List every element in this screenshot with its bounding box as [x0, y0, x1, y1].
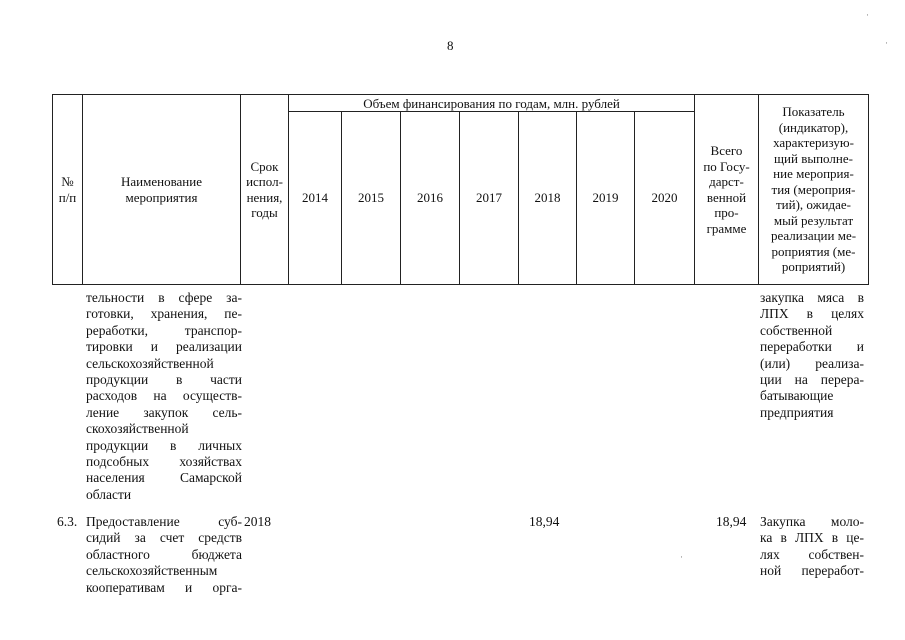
scan-speck: · — [680, 552, 683, 562]
row2-term: 2018 — [244, 514, 271, 529]
header-term: Срок испол- нения, годы — [241, 95, 289, 285]
row2-name-text: Предоставление суб- сидий за счет средств областного бюджета сельскохозяйственным кооперативам и орга- — [86, 514, 242, 595]
header-indicator: Показатель (индикатор), характеризую- щий выполне- ние мероприя- тия (мероприя- тий), ожидае- мый результат реализации ме- роприятия (ме- роприятий) — [759, 95, 869, 285]
header-year-2018: 2018 — [519, 112, 577, 285]
header-name: Наименование мероприятия — [83, 95, 241, 285]
row2-total: 18,94 — [716, 514, 747, 529]
header-year-2016: 2016 — [401, 112, 460, 285]
row1-name-text: тельности в сфере за- готовки, хранения, пе- реработки, транспор- тировки и реализации сельскохозяйственной продукции в части расходов на осуществ- ление закупок сель- скохозяйственной продукции в личных подсобных хозяйствах населения Самарской области — [86, 290, 242, 502]
header-year-2015: 2015 — [342, 112, 401, 285]
row2-indicator-text: Закупка моло- ка в ЛПХ в це- лях собствен- ной переработ- — [760, 514, 864, 579]
header-year-2020: 2020 — [635, 112, 695, 285]
header-year-2017: 2017 — [460, 112, 519, 285]
row2-number: 6.3. — [57, 514, 78, 529]
row2-value-2018: 18,94 — [529, 514, 560, 529]
table-header — [52, 94, 869, 285]
header-year-2014: 2014 — [289, 112, 342, 285]
row1-indicator-text: закупка мяса в ЛПХ в целях собственной переработки и (или) реализа- ции на перера- батывающие предприятия — [760, 290, 864, 420]
header-funding-title: Объем финансирования по годам, млн. рублей — [289, 95, 695, 112]
header-total: Всего по Госу- дарст- венной про- грамме — [695, 95, 759, 285]
header-year-2019: 2019 — [577, 112, 635, 285]
page-number: 8 — [447, 38, 454, 53]
scan-speck: · — [885, 38, 888, 48]
scan-speck: · — [866, 10, 869, 20]
header-number: № п/п — [53, 95, 83, 285]
